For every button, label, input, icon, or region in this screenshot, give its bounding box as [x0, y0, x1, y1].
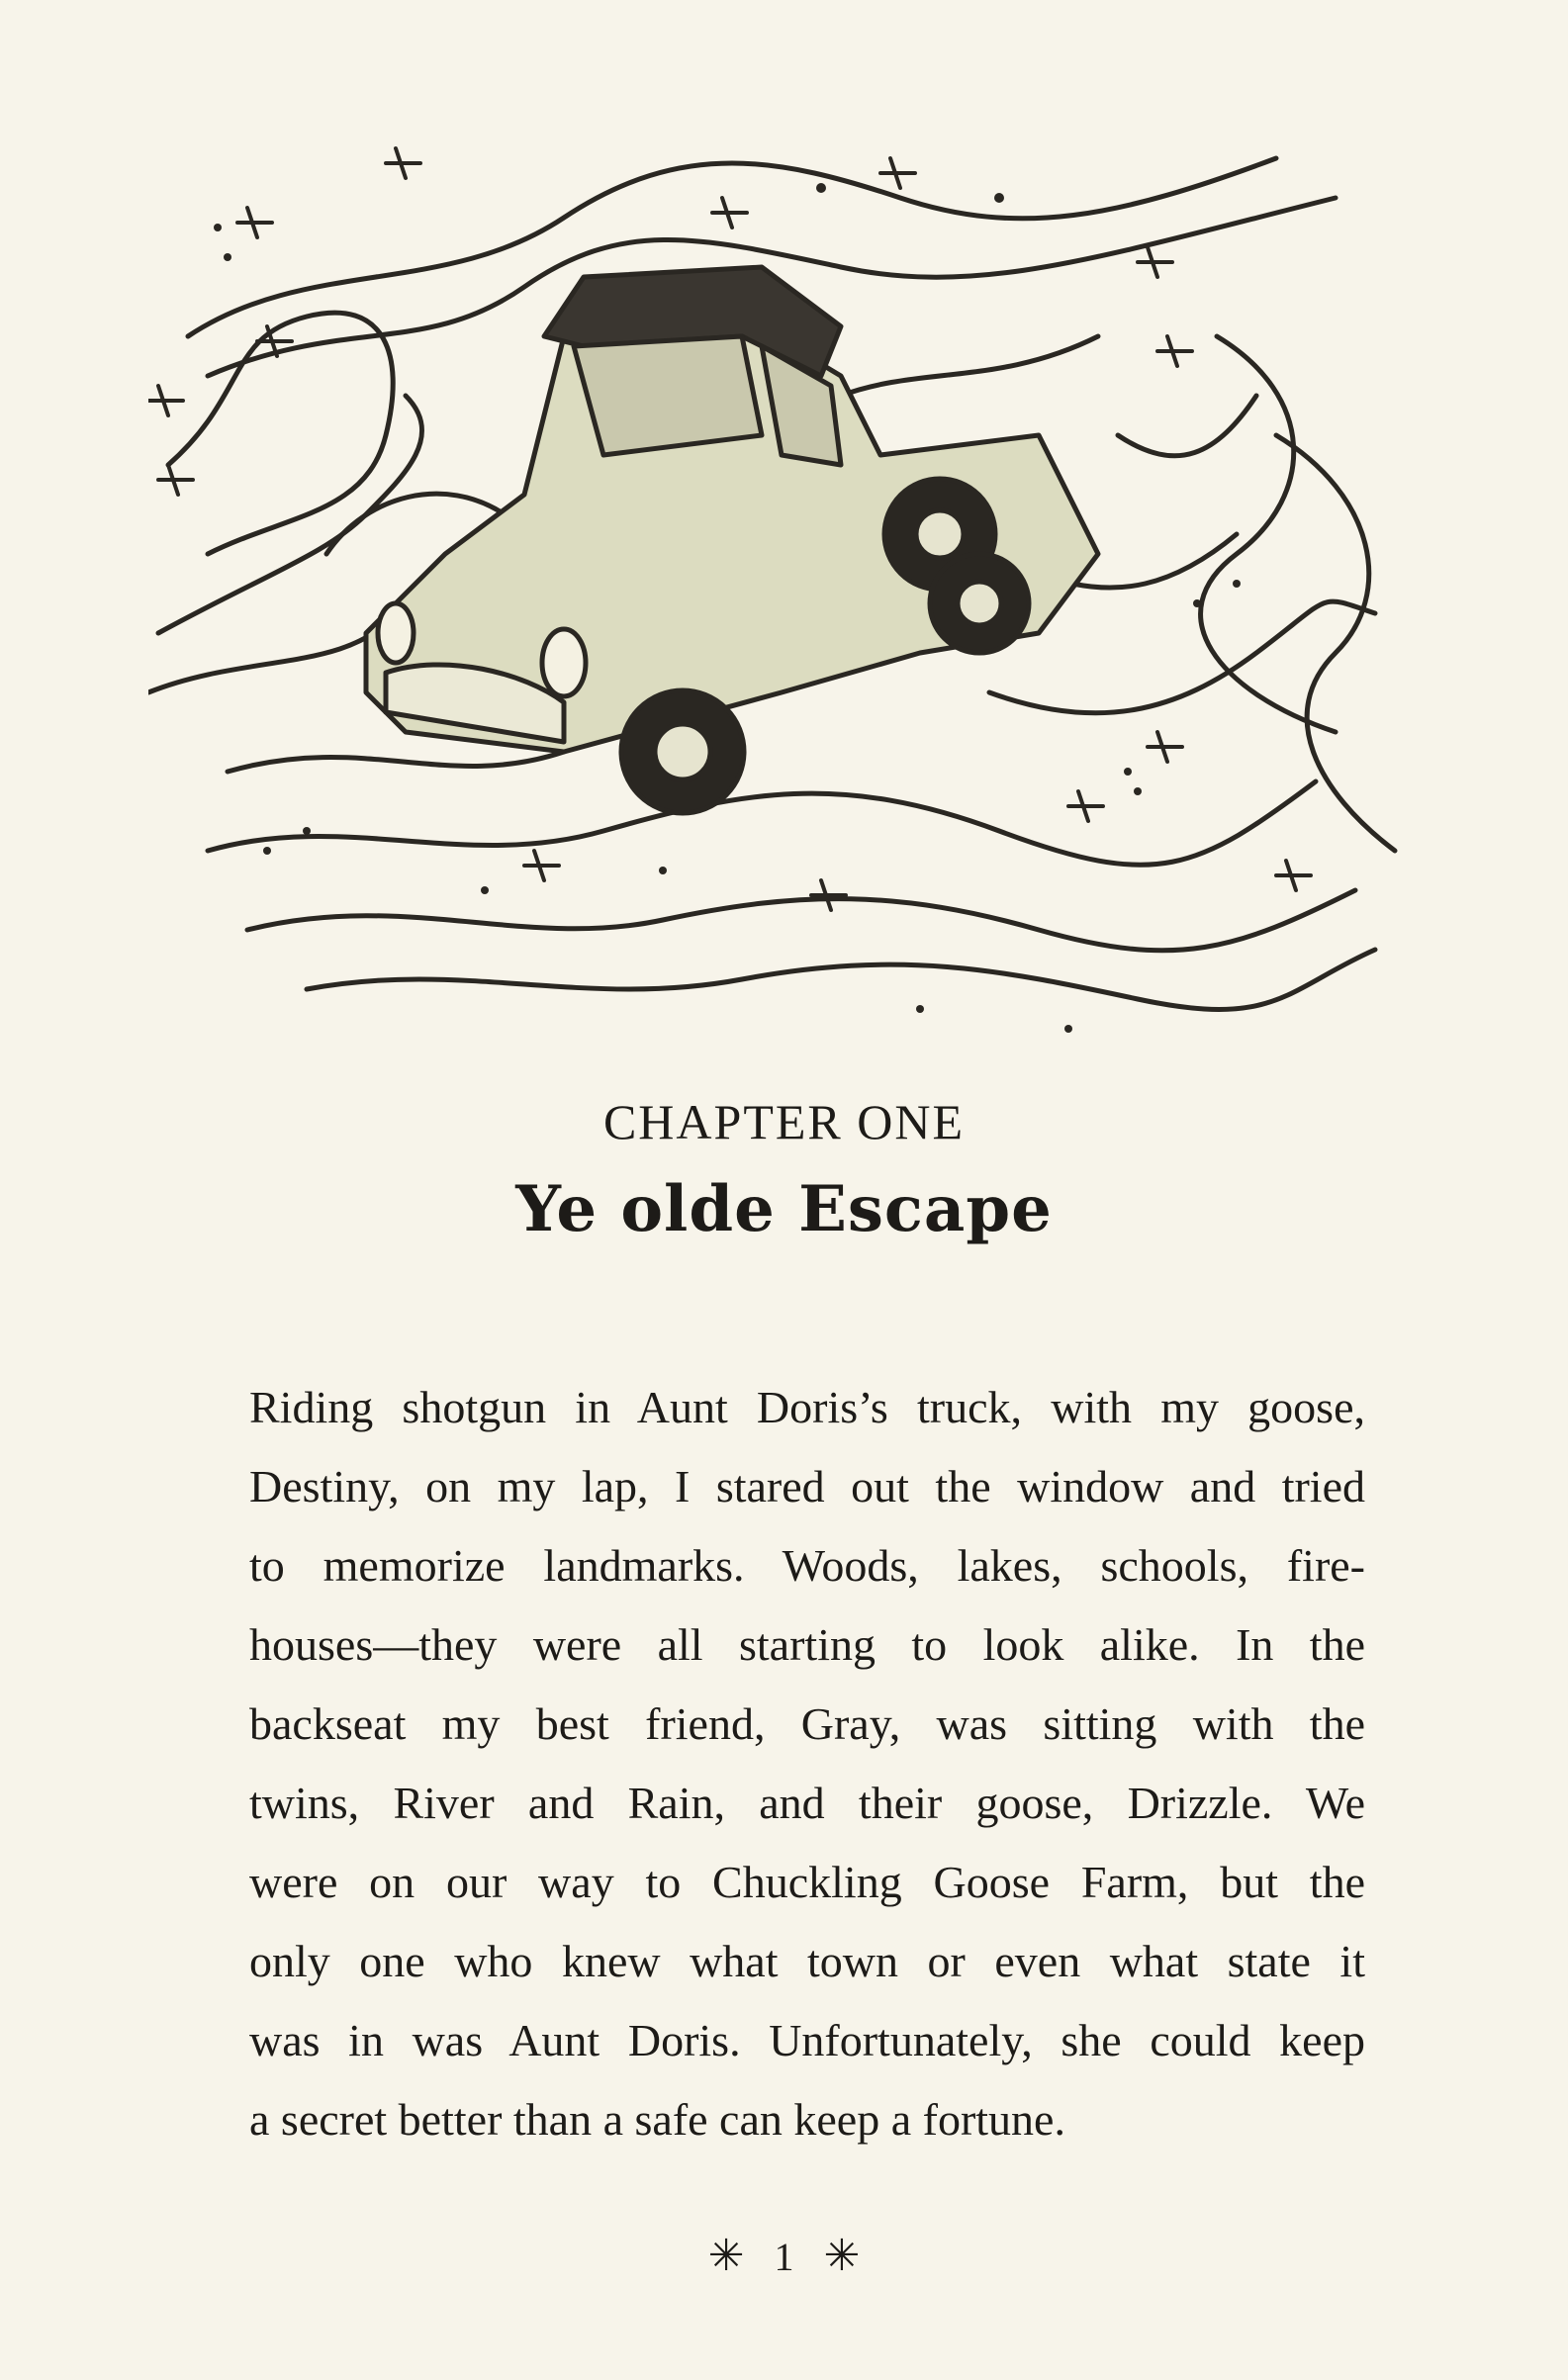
asterisk-ornament-icon: ✳: [707, 2232, 745, 2280]
body-line: houses—they were all starting to look alike. In the: [249, 1619, 1365, 1670]
truck-illustration: [148, 138, 1425, 1049]
chapter-title: Ye olde Escape: [515, 1172, 1053, 1246]
body-line: to memorize landmarks. Woods, lakes, schools, fire-: [249, 1540, 1365, 1591]
body-line: twins, River and Rain, and their goose, Drizzle. We: [249, 1778, 1365, 1828]
page-footer: [0, 2231, 1568, 2281]
body-line: was in was Aunt Doris. Unfortunately, she could keep: [249, 2015, 1365, 2065]
asterisk-ornament-icon: ✳: [823, 2232, 861, 2280]
body-line: were on our way to Chuckling Goose Farm, but the: [249, 1857, 1365, 1907]
body-text: [249, 1368, 1365, 2159]
body-line: only one who knew what town or even what state it: [249, 1936, 1365, 1986]
body-line: Riding shotgun in Aunt Doris’s truck, with my goose,: [249, 1382, 1365, 1432]
body-line: Destiny, on my lap, I stared out the window and tried: [249, 1461, 1365, 1511]
chapter-label: CHAPTER ONE: [602, 1094, 966, 1149]
body-line: backseat my best friend, Gray, was sitting with the: [249, 1698, 1365, 1749]
page-number: 1: [774, 2235, 794, 2279]
body-line: a secret better than a safe can keep a fortune.: [249, 2094, 1065, 2145]
